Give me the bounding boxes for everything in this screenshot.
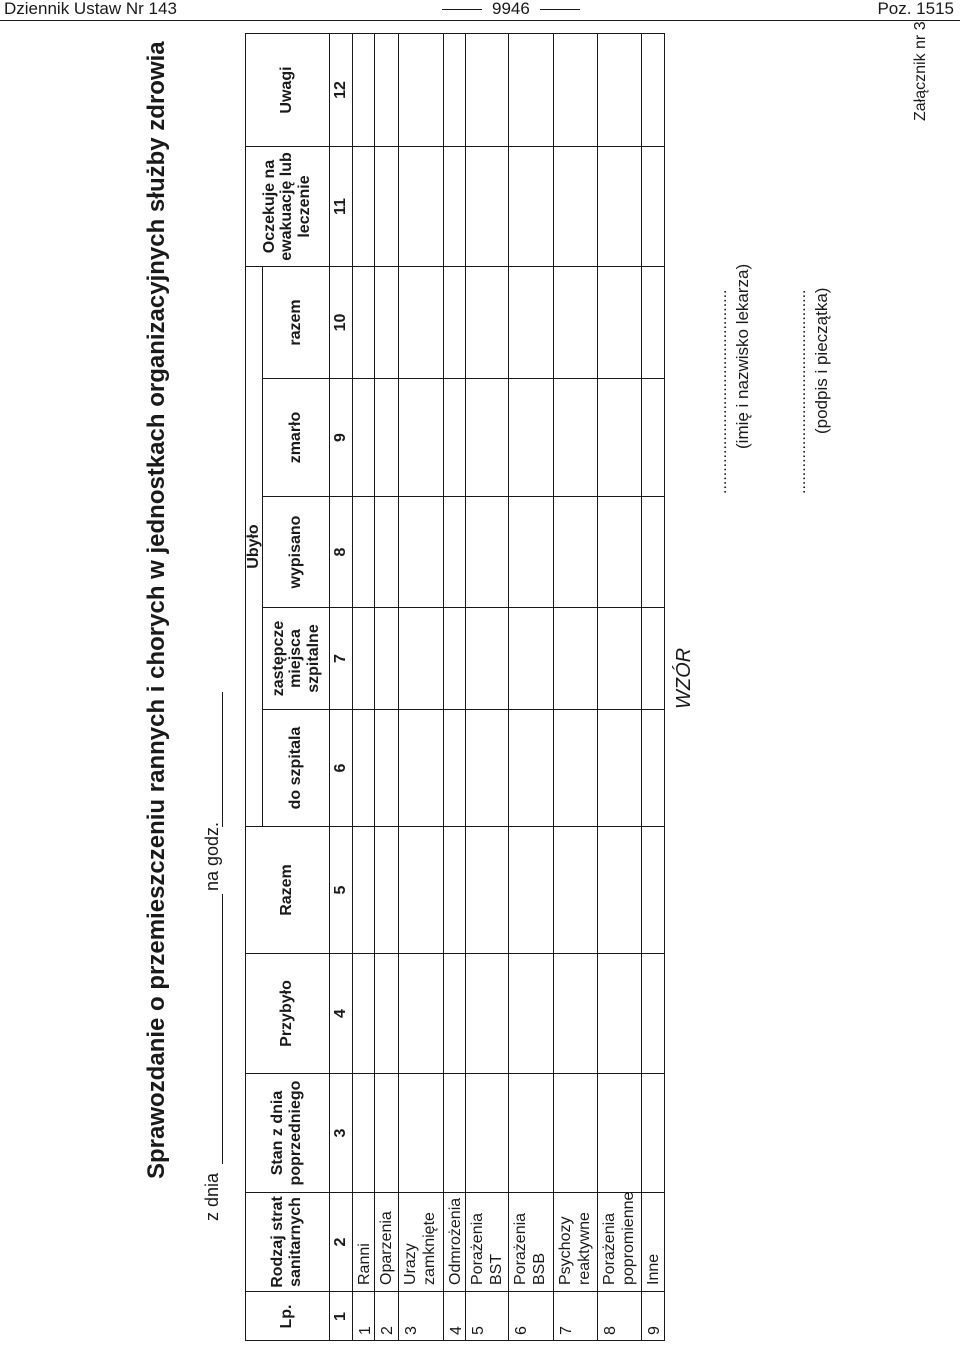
row-number: 5 [466,1291,509,1341]
table-cell[interactable] [399,378,444,496]
table-cell[interactable] [598,33,642,146]
table-cell[interactable] [375,1073,399,1192]
table-cell[interactable] [642,607,665,709]
row-number: 2 [375,1291,399,1341]
row-number: 8 [598,1291,642,1341]
table-cell[interactable] [509,607,554,709]
table-cell[interactable] [375,146,399,266]
header-departed-group: Ubyło [245,266,263,826]
table-cell[interactable] [642,146,665,266]
header-loss-type: Rodzaj strat sanitarnych [245,1192,330,1291]
table-cell[interactable] [444,607,466,709]
table-cell[interactable] [444,496,466,607]
table-cell[interactable] [399,607,444,709]
header-departed-total: razem [263,266,330,378]
signature-stamp-label: (podpis i pieczątka) [812,287,831,434]
table-cell[interactable] [375,33,399,146]
column-number: 8 [330,496,353,607]
table-cell[interactable] [598,826,642,953]
table-cell[interactable] [353,953,375,1073]
table-cell[interactable] [509,146,554,266]
table-cell[interactable] [598,496,642,607]
header-previous-state: Stan z dnia poprzedniego [245,1073,330,1192]
table-cell[interactable] [554,709,598,826]
table-cell[interactable] [375,826,399,953]
table-cell[interactable] [554,496,598,607]
table-cell[interactable] [444,266,466,378]
row-number: 9 [642,1291,665,1341]
column-number: 5 [330,826,353,953]
table-cell[interactable] [466,378,509,496]
header-arrived: Przybyło [245,953,330,1073]
row-number: 4 [444,1291,466,1341]
table-cell[interactable] [399,953,444,1073]
table-cell[interactable] [444,378,466,496]
date-field[interactable] [222,894,223,1164]
table-cell[interactable] [509,266,554,378]
table-cell[interactable] [642,266,665,378]
column-number: 4 [330,953,353,1073]
table-cell[interactable] [444,146,466,266]
table-cell[interactable] [554,1073,598,1192]
header-total: Razem [245,826,330,953]
table-cell[interactable] [375,709,399,826]
table-cell[interactable] [353,146,375,266]
table-cell[interactable] [353,1073,375,1192]
row-number: 1 [353,1291,375,1341]
row-number: 7 [554,1291,598,1341]
table-cell[interactable] [466,607,509,709]
table-cell[interactable] [642,709,665,826]
table-cell[interactable] [353,826,375,953]
table-cell[interactable] [598,266,642,378]
table-cell[interactable] [642,496,665,607]
column-number: 2 [330,1192,353,1291]
column-number: 9 [330,378,353,496]
table-cell[interactable] [598,607,642,709]
table-cell[interactable] [399,826,444,953]
annex-label: Załącznik nr 3 [912,21,929,121]
table-cell[interactable] [509,953,554,1073]
column-number: 10 [330,266,353,378]
row-label: Urazy zamknięte [399,1192,444,1291]
template-label: WZÓR [673,647,695,709]
table-cell[interactable] [466,826,509,953]
column-number: 3 [330,1073,353,1192]
header-remarks: Uwagi [245,33,330,146]
column-number: 1 [330,1291,353,1341]
table-cell[interactable] [444,826,466,953]
column-number: 12 [330,33,353,146]
table-cell[interactable] [466,709,509,826]
table-cell[interactable] [399,1073,444,1192]
time-label: na godz. [202,821,222,891]
table-cell[interactable] [554,266,598,378]
table-cell[interactable] [554,378,598,496]
header-died: zmarło [263,378,330,496]
table-cell[interactable] [353,709,375,826]
table-cell[interactable] [466,496,509,607]
table-cell[interactable] [375,607,399,709]
column-number: 7 [330,607,353,709]
table-cell[interactable] [353,266,375,378]
column-number: 11 [330,146,353,266]
table-cell[interactable] [466,1073,509,1192]
table-cell[interactable] [399,266,444,378]
header-awaiting: Oczekuje na ewakuację lub leczenie [245,146,330,266]
row-label: Psychozy reaktywne [554,1192,598,1291]
table-cell[interactable] [353,607,375,709]
time-field[interactable] [222,692,223,827]
header-to-hospital: do szpitala [263,709,330,826]
table-cell[interactable] [466,33,509,146]
table-cell[interactable] [399,33,444,146]
row-label: Porażenia popromienne [598,1192,642,1291]
table-cell[interactable] [554,607,598,709]
table-cell[interactable] [509,1073,554,1192]
row-label: Porażenia BST [466,1192,509,1291]
table-cell[interactable] [444,33,466,146]
table-cell[interactable] [466,266,509,378]
table-cell[interactable] [554,33,598,146]
table-cell[interactable] [466,146,509,266]
table-cell[interactable] [598,146,642,266]
header-substitute-beds: zastępcze miejsca szpitalne [263,607,330,709]
table-cell[interactable] [444,1073,466,1192]
table-cell[interactable] [509,709,554,826]
table-cell[interactable] [375,953,399,1073]
signature-stamp-line[interactable]: .............................................. [792,289,809,494]
table-cell[interactable] [466,953,509,1073]
table-cell[interactable] [399,146,444,266]
row-label: Ranni [353,1192,375,1291]
row-label: Odmrożenia [444,1192,466,1291]
table-cell[interactable] [509,826,554,953]
row-label: Oparzenia [375,1192,399,1291]
table-cell[interactable] [375,266,399,378]
table-cell[interactable] [642,33,665,146]
row-number: 6 [509,1291,554,1341]
column-number: 6 [330,709,353,826]
journal-title: Dziennik Ustaw Nr 143 [4,0,177,18]
table-cell[interactable] [375,496,399,607]
table-cell[interactable] [642,1073,665,1192]
page-number: 9946 [432,0,590,19]
table-cell[interactable] [399,709,444,826]
doctor-name-label: (imię i nazwisko lekarza) [733,263,752,449]
table-cell[interactable] [509,33,554,146]
row-number: 3 [399,1291,444,1341]
table-cell[interactable] [509,496,554,607]
table-cell[interactable] [642,826,665,953]
table-cell[interactable] [353,496,375,607]
table-cell[interactable] [554,826,598,953]
doctor-name-line[interactable]: .............................................. [713,289,730,494]
table-cell[interactable] [642,378,665,496]
table-cell[interactable] [598,709,642,826]
date-label: z dnia [202,1172,222,1221]
table-cell[interactable] [353,378,375,496]
table-cell[interactable] [598,953,642,1073]
form-title: Sprawozdanie o przemieszczeniu rannych i chorych w jednostkach organizacyjnych służby zdrowia [143,41,170,1179]
table-cell[interactable] [399,496,444,607]
position-number: Poz. 1515 [877,0,954,18]
header-lp: Lp. [245,1291,330,1341]
table-cell[interactable] [642,953,665,1073]
header-discharged: wypisano [263,496,330,607]
table-cell[interactable] [554,953,598,1073]
table-cell[interactable] [554,146,598,266]
table-cell[interactable] [598,1073,642,1192]
table-cell[interactable] [444,953,466,1073]
table-cell[interactable] [375,378,399,496]
table-cell[interactable] [509,378,554,496]
table-cell[interactable] [598,378,642,496]
table-cell[interactable] [353,33,375,146]
row-label: Inne [642,1192,665,1291]
table-cell[interactable] [444,709,466,826]
row-label: Porażenia BSB [509,1192,554,1291]
